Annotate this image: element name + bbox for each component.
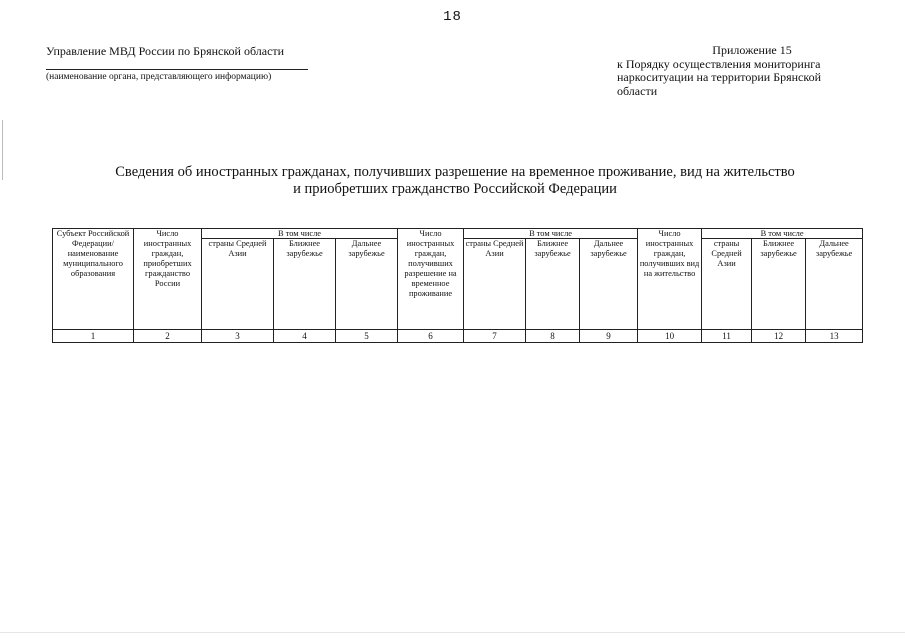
annex-line: к Порядку осуществления мониторинга xyxy=(617,56,821,71)
column-number: 4 xyxy=(274,330,336,343)
header-temporary-residence-count: Число иностранных граждан, получивших разрешение на временное проживание xyxy=(398,229,464,330)
column-number: 5 xyxy=(336,330,398,343)
annex-block xyxy=(617,44,857,98)
organization-underline xyxy=(46,69,308,70)
annex-line: наркоситуации на территории Брянской xyxy=(617,70,822,84)
column-number: 7 xyxy=(464,330,526,343)
header-residence-permit-count: Число иностранных граждан, получивших вид на жительство xyxy=(638,229,702,330)
header-near-abroad: Ближнее зарубежье xyxy=(274,239,336,330)
header-far-abroad: Дальнее зарубежье xyxy=(336,239,398,330)
header-near-abroad: Ближнее зарубежье xyxy=(526,239,580,330)
header-citizenship-count: Число иностранных граждан, приобретших гражданство России xyxy=(134,229,202,330)
table-header-row xyxy=(53,229,863,239)
column-number: 12 xyxy=(752,330,806,343)
header-far-abroad: Дальнее зарубежье xyxy=(580,239,638,330)
column-number-row xyxy=(53,330,863,343)
column-number: 11 xyxy=(702,330,752,343)
header-near-abroad: Ближнее зарубежье xyxy=(752,239,806,330)
document-title-line: Сведения об иностранных гражданах, получивших разрешение на временное проживание, вид на жительство xyxy=(115,164,795,180)
page-number: 18 xyxy=(443,9,462,25)
column-number: 1 xyxy=(53,330,134,343)
header-group-label: В том числе xyxy=(702,229,863,239)
column-number: 9 xyxy=(580,330,638,343)
column-number: 6 xyxy=(398,330,464,343)
column-number: 3 xyxy=(202,330,274,343)
header-subject: Субъект Российской Федерации/ наименование муниципального образования xyxy=(53,229,134,330)
organization-caption: (наименование органа, представляющего информацию) xyxy=(46,72,272,82)
column-number: 2 xyxy=(134,330,202,343)
document-title-line: и приобретших гражданство Российской Федерации xyxy=(293,181,617,197)
annex-title: Приложение 15 xyxy=(712,43,792,57)
annex-line: области xyxy=(617,83,658,98)
header-group-label: В том числе xyxy=(202,229,398,239)
column-number: 8 xyxy=(526,330,580,343)
organization-block xyxy=(46,44,316,82)
scan-edge-mark xyxy=(0,632,905,633)
column-number: 10 xyxy=(638,330,702,343)
document-title xyxy=(60,164,850,198)
scan-edge-mark xyxy=(2,120,3,180)
header-central-asia: страны Средней Азии xyxy=(202,239,274,330)
column-number: 13 xyxy=(806,330,863,343)
organization-name: Управление МВД России по Брянской области xyxy=(46,44,285,58)
header-group-label: В том числе xyxy=(464,229,638,239)
header-far-abroad: Дальнее зарубежье xyxy=(806,239,863,330)
header-central-asia: страны Средней Азии xyxy=(702,239,752,330)
report-table xyxy=(52,228,863,343)
header-central-asia: страны Средней Азии xyxy=(464,239,526,330)
